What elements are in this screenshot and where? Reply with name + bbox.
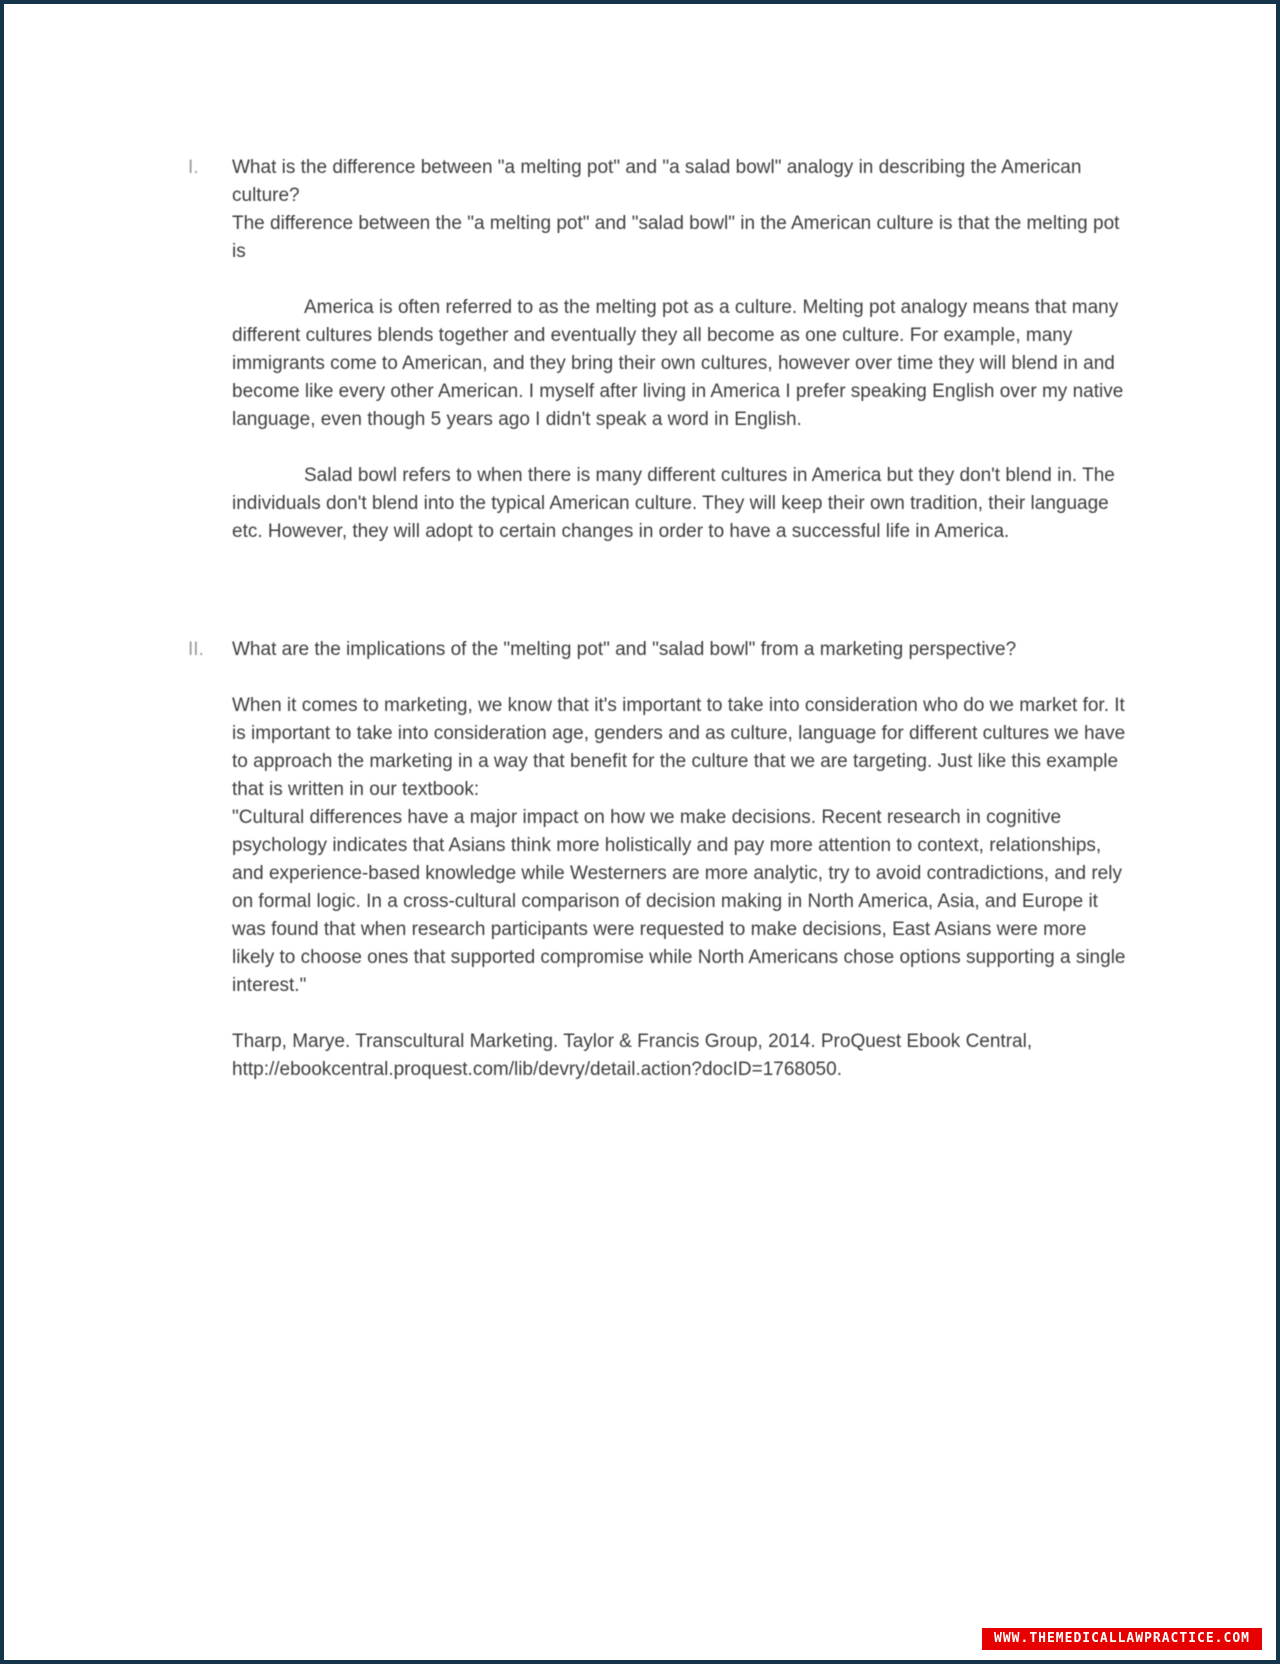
- answer-2-quote: "Cultural differences have a major impact on how we make decisions. Recent research in cognitive psychology indicates that Asians think more holistically and pay more attention to context, relationships, and experience-based knowledge while Westerners are more analytic, try to avoid contradictions, and rely on formal logic. In a cross-cultural comparison of decision making in North America, Asia, and Europe it was found that when research participants were requested to make decisions, East Asians were more likely to choose ones that supported compromise while North Americans chose options supporting a single interest.": [232, 807, 1126, 996]
- answer-1-paragraph-1: America is often referred to as the melting pot as a culture. Melting pot analogy means that many different cultures blends together and eventually they all become as one culture. For example, many immigrants come to American, and they bring their own cultures, however over time they will blend in and become like every other American. I myself after living in America I prefer speaking English over my native language, even though 5 years ago I didn't speak a word in English.: [232, 297, 1124, 430]
- citation: Tharp, Marye. Transcultural Marketing. Taylor & Francis Group, 2014. ProQuest Ebook Central, http://ebookcentral.proquest.com/lib/devry/detail.action?docID=1768050.: [232, 1031, 1033, 1080]
- document-page: [188, 154, 1132, 1084]
- watermark-label: WWW.THEMEDICALLAWPRACTICE.COM: [982, 1628, 1262, 1650]
- answer-2-paragraph-1: When it comes to marketing, we know that it's important to take into consideration who do we market for. It is important to take into consideration age, genders and as culture, language for different cultures we have to approach the marketing in a way that benefit for the culture that we are targeting. Just like this example that is written in our textbook:: [232, 695, 1126, 800]
- question-1-text: What is the difference between "a melting pot" and "a salad bowl" analogy in describing the American culture?: [232, 157, 1082, 206]
- question-2-number: II.: [188, 639, 204, 660]
- question-2: [188, 636, 1132, 664]
- question-1-number: I.: [188, 157, 199, 178]
- question-2-text: What are the implications of the "melting pot" and "salad bowl" from a marketing perspective?: [232, 639, 1017, 660]
- question-1: [188, 154, 1132, 210]
- answer-1-intro: The difference between the "a melting pot" and "salad bowl" in the American culture is that the melting pot is: [232, 213, 1120, 262]
- answer-1-paragraph-2: Salad bowl refers to when there is many different cultures in America but they don't blend in. The individuals don't blend into the typical American culture. They will keep their own tradition, their language etc. However, they will adopt to certain changes in order to have a successful life in America.: [232, 465, 1115, 542]
